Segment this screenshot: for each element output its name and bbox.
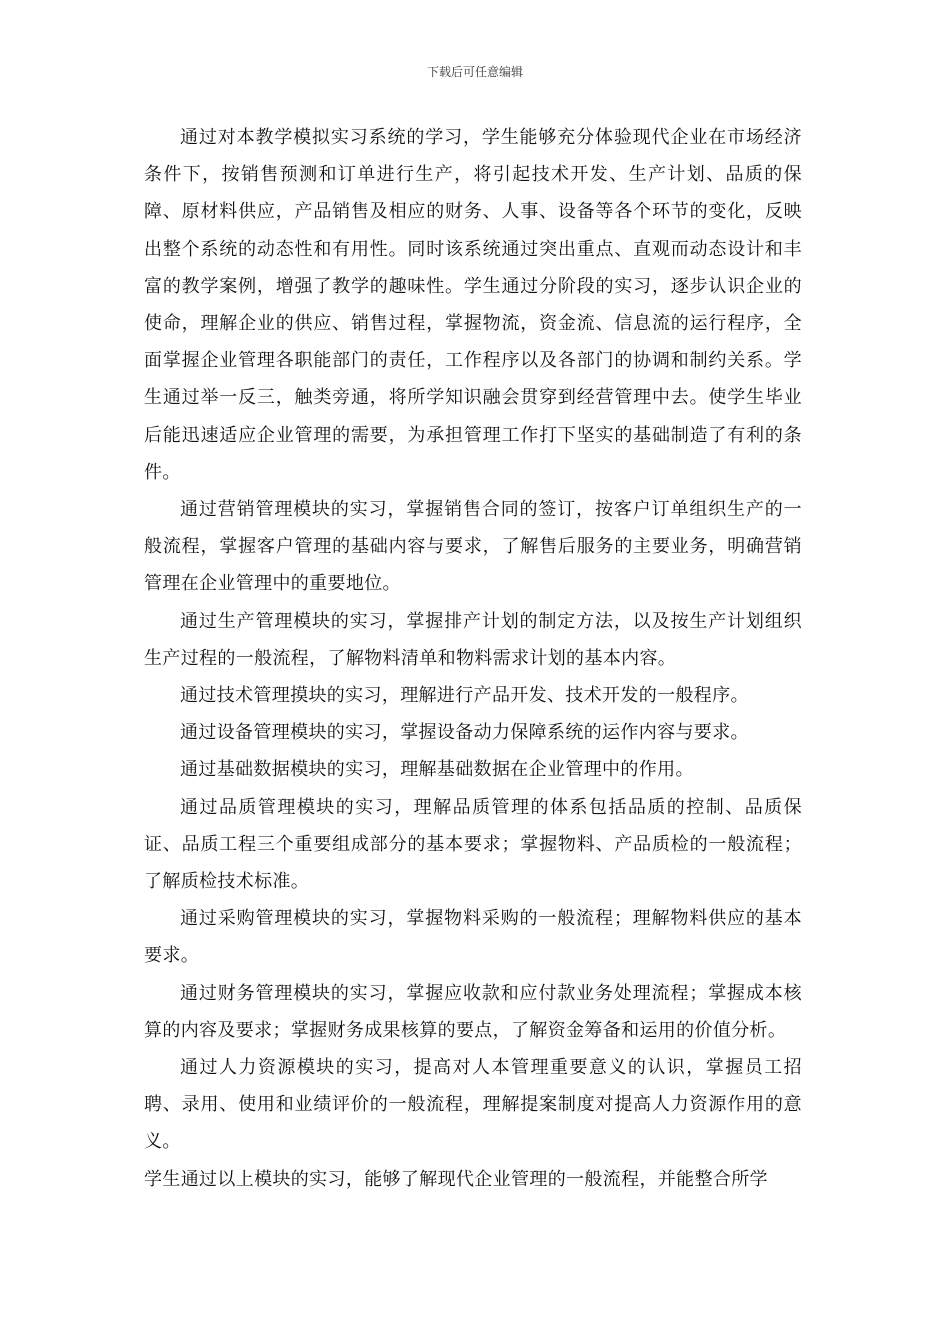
page-header: 下载后可任意编辑 [426,65,523,79]
document-body [144,119,802,1198]
paragraph-quality-module: 通过品质管理模块的实习，理解品质管理的体系包括品质的控制、品质保证、品质工程三个重要组成部分的基本要求；掌握物料、产品质检的一般流程；了解质检技术标准。 [144,796,802,893]
paragraph-technology-module: 通过技术管理摸块的实习，理解进行产品开发、技术开发的一般程序。 [180,685,749,707]
paragraph-summary: 学生通过以上模块的实习，能够了解现代企业管理的一般流程，并能整合所学 [144,1168,768,1190]
paragraph-marketing-module: 通过营销管理模块的实习，掌握销售合同的签订，按客户订单组织生产的一般流程，掌握客户管理的基础内容与要求，了解售后服务的主要业务，明确营销管理在企业管理中的重要地位。 [144,499,802,595]
paragraph-hr-module: 通过人力资源模块的实习，提高对人本管理重要意义的认识，掌握员工招聘、录用、使用和业绩评价的一般流程，理解提案制度对提高人力资源作用的意义。 [144,1057,802,1153]
paragraph-purchasing-module: 通过采购管理模块的实习，掌握物料采购的一般流程；理解物料供应的基本要求。 [144,908,802,967]
paragraph-finance-module: 通过财务管理模块的实习，掌握应收款和应付款业务处理流程；掌握成本核算的内容及要求；掌握财务成果核算的要点，了解资金筹备和运用的价值分析。 [144,982,802,1041]
paragraph-production-module: 通过生产管理模块的实习，掌握排产计划的制定方法，以及按生产计划组织生产过程的一般流程，了解物料清单和物料需求计划的基本内容。 [144,610,802,669]
paragraph-equipment-module: 通过设备管理模块的实习，掌握设备动力保障系统的运作内容与要求。 [180,722,749,744]
paragraph-system-overview: 通过对本教学模拟实习系统的学习，学生能够充分体验现代企业在市场经济条件下，按销售预测和订单进行生产，将引起技术开发、生产计划、品质的保障、原材料供应，产品销售及相应的财务、人事、设备等各个环节的变化，反映出整个系统的动态性和有用性。同时该系统通过突出重点、直观而动态设计和丰富的教学案例，增强了教学的趣味性。学生通过分阶段的实习，逐步认识企业的使命，理解企业的供应、销售过程，掌握物流，资金流、信息流的运行程序，全面掌握企业管理各职能部门的责任，工作程序以及各部门的协调和制约关系。学生通过举一反三，触类旁通，将所学知识融会贯穿到经营管理中去。使学生毕业后能迅速适应企业管理的需要，为承担管理工作打下坚实的基础制造了有利的条件。 [144,127,802,483]
paragraph-base-data-module: 通过基础数据模块的实习，理解基础数据在企业管理中的作用。 [180,759,694,781]
